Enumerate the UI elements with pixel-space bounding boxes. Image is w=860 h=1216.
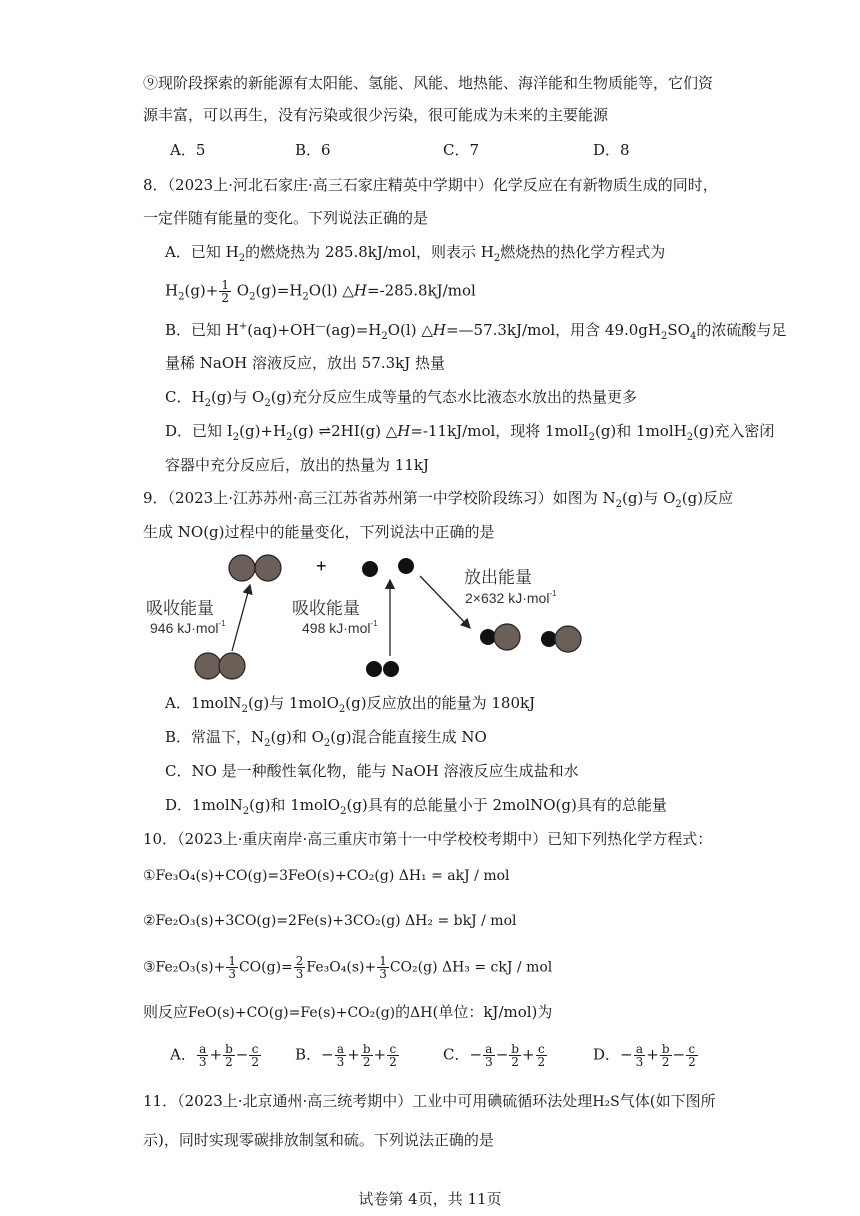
oxygen-atom (398, 558, 414, 574)
q8-stem-line2: 一定伴随有能量的变化。下列说法正确的是 (143, 209, 429, 227)
page-footer: 试卷第 4页，共 11页 (358, 1190, 502, 1208)
nitrogen-atom (494, 624, 520, 650)
q10-target-reaction: 则反应FeO(s)+CO(g)=Fe(s)+CO₂(g)的ΔH(单位：kJ/mol)为 (143, 1003, 553, 1021)
oxygen-atom (383, 661, 399, 677)
q8-option-a-equation: $H_2(g)+$ $\frac{1}{2}$ $O_2(g)=H_2O(l)$ △H=-285.8kJ/mol (165, 278, 476, 305)
q10-option-d: D．− $\frac{a}{3}$ + $\frac{b}{2}$ − $\frac{c}{2}$ (593, 1042, 696, 1069)
q8-option-d-line2: 容器中充分反应后，放出的热量为 11kJ (165, 456, 429, 474)
absorb-label-2: 吸收能量 (292, 599, 360, 618)
q7-item9-line2: 源丰富，可以再生，没有污染或很少污染，很可能成为未来的主要能源 (143, 106, 609, 124)
q7-option-d: D．8 (593, 141, 630, 159)
q10-option-c: C．− $\frac{a}{3}$ − $\frac{b}{2}$ + $\frac{c}{2}$ (443, 1042, 546, 1069)
release-value: 2×632 kJ·mol$^{-1}$ (465, 589, 557, 606)
absorb-label-1: 吸收能量 (146, 599, 214, 618)
release-label: 放出能量 (464, 568, 532, 587)
q9-option-b: B．常温下，$N_2(g)$和 $O_2(g)$混合能直接生成 NO (165, 728, 487, 749)
q9-option-d: D．1molN$_2$(g)和 1molO$_2$(g)具有的总能量小于 2molNO(g)具有的总能量 (165, 796, 667, 817)
nitrogen-atom (255, 555, 281, 581)
fraction-two-thirds: $\frac{2}{3}$ (295, 954, 304, 981)
nitrogen-atom (229, 555, 255, 581)
q8-option-d-line1: D．已知 $I_2(g)+H_2(g)$ ⇌2HI(g) △H=-11kJ/mol，现将 1molI$_2$(g)和 1molH$_2$(g)充入密闭 (165, 422, 775, 443)
q8-option-b-line2: 量稀 NaOH 溶液反应，放出 57.3kJ 热量 (165, 354, 446, 372)
q10-option-b: B．− $\frac{a}{3}$ + $\frac{b}{2}$ + $\frac{c}{2}$ (295, 1042, 397, 1069)
q8-option-a-line1: A．已知 $H_2$的燃烧热为 285.8kJ/mol，则表示 $H_2$燃烧热的热化学方程式为 (165, 243, 666, 264)
q10-equation-3: ③Fe₂O₃(s)+ $\frac{1}{3}$ CO(g)= $\frac{2}{3}$ Fe₃O₄(s)+ $\frac{1}{3}$ CO₂(g) ΔH₃ = ckJ / mol (143, 954, 553, 981)
fraction-one-third: $\frac{1}{3}$ (379, 954, 387, 981)
q10-equation-2: ②Fe₂O₃(s)+3CO(g)=2Fe(s)+3CO₂(g) ΔH₂ = bkJ / mol (143, 913, 517, 929)
oxygen-atom (366, 661, 382, 677)
q9-stem-line1: 9．（2023上·江苏苏州·高三江苏省苏州第一中学校阶段练习）如图为 $N_2(g)$与 $O_2(g)$反应 (143, 489, 734, 510)
nitrogen-atom (555, 626, 581, 652)
q11-stem-line2: 示)，同时实现零碳排放制氢和硫。下列说法正确的是 (143, 1131, 494, 1149)
q10-option-a: A． $\frac{a}{3}$ + $\frac{b}{2}$ − $\frac{c}{2}$ (170, 1042, 259, 1069)
energy-change-figure (140, 548, 590, 688)
oxygen-atom (362, 561, 378, 577)
plus-sign: + (316, 556, 327, 576)
q9-option-c: C．NO 是一种酸性氧化物，能与 NaOH 溶液反应生成盐和水 (165, 762, 579, 780)
nitrogen-atom (195, 653, 221, 679)
absorb-value-2: 498 kJ·mol$^{-1}$ (302, 619, 378, 636)
absorb-value-1: 946 kJ·mol$^{-1}$ (150, 619, 226, 636)
q7-option-b: B．6 (295, 141, 331, 159)
arrow-down-no (420, 576, 470, 628)
q9-option-a: A．1molN$_2$(g)与 1molO$_2$(g)反应放出的能量为 180kJ (165, 694, 536, 715)
arrow-up-n2 (232, 585, 250, 651)
q11-stem-line1: 11．（2023上·北京通州·高三统考期中）工业中可用碘硫循环法处理H₂S气体(如下图所 (143, 1092, 716, 1110)
q10-stem: 10．（2023上·重庆南岸·高三重庆市第十一中学校校考期中）已知下列热化学方程式： (143, 830, 713, 848)
fraction-one-half: $\frac{1}{2}$ (221, 278, 229, 305)
q7-item9-line1: ⑨现阶段探索的新能源有太阳能、氢能、风能、地热能、海洋能和生物质能等，它们资 (143, 74, 714, 92)
q10-equation-1: ①Fe₃O₄(s)+CO(g)=3FeO(s)+CO₂(g) ΔH₁ = akJ / mol (143, 868, 510, 884)
q8-option-c: C．$H_2(g)$与 $O_2(g)$充分反应生成等量的气态水比液态水放出的热量更多 (165, 388, 637, 409)
q8-option-b-line1: B．已知 $H^+(aq)+OH^—(ag)=H_2O(l)$ △H=—57.3kJ/mol，用含 $49.0gH_2SO_4$的浓硫酸与足 (165, 321, 787, 342)
q7-option-c: C．7 (443, 141, 480, 159)
nitrogen-atom (219, 653, 245, 679)
q9-stem-line2: 生成 NO(g)过程中的能量变化，下列说法中正确的是 (143, 523, 495, 541)
q7-option-a: A．5 (170, 141, 206, 159)
fraction-one-third: $\frac{1}{3}$ (228, 954, 236, 981)
q8-stem-line1: 8．（2023上·河北石家庄·高三石家庄精英中学期中）化学反应在有新物质生成的同时， (143, 176, 718, 194)
